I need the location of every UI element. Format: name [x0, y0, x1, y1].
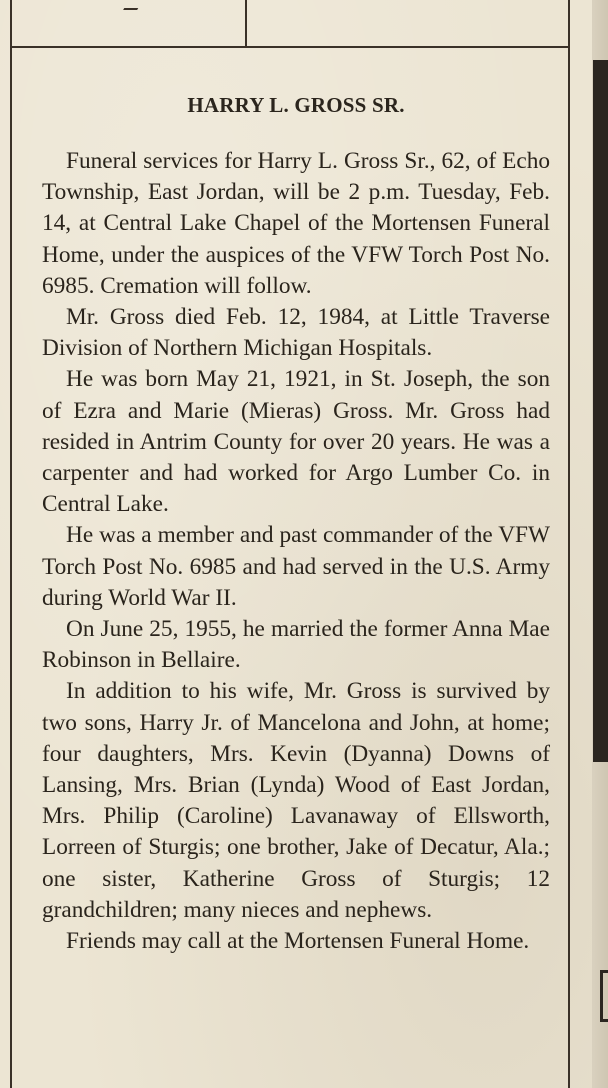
obituary-headline: HARRY L. GROSS SR. — [187, 93, 405, 117]
paragraph-survivors: In addition to his wife, Mr. Gross is survived by two sons, Harry Jr. of Mancelona and John, at home; four daughters, Mrs. Kevin (Dyanna) Downs of Lansing, Mrs. Brian (Lynda) Wood of East Jordan, Mrs. Philip (Caroline) Lavanaway of Ellsworth, Lorreen of Sturgis; one brother, Jake of Decatur, Ala.; one sister, Katherine Gross of Sturgis; 12 grandchildren; many nieces and nephews. — [42, 678, 550, 923]
paragraph-death: Mr. Gross died Feb. 12, 1984, at Little Traverse Division of Northern Michigan Hospitals. — [42, 304, 550, 362]
paragraph-birth-career: He was born May 21, 1921, in St. Joseph, the son of Ezra and Marie (Mieras) Gross. Mr. Gross had resided in Antrim County for over 20 years. He was a carpenter and had worked for Argo Lumber Co. in Central Lake. — [42, 366, 550, 518]
column-rule-left — [10, 0, 12, 1088]
paragraph-military-service: He was a member and past commander of the VFW Torch Post No. 6985 and had served in the U.S. Army during World War II. — [42, 522, 550, 611]
paragraph-visitation: Friends may call at the Mortensen Funeral Home. — [66, 928, 530, 955]
adjacent-page-bracket — [600, 970, 608, 1022]
obituary-article — [42, 90, 550, 957]
top-rule — [10, 46, 570, 48]
top-column-divider — [245, 0, 247, 47]
paragraph-funeral-services: Funeral services for Harry L. Gross Sr., 62, of Echo Township, East Jordan, will be 2 p.m. Tuesday, Feb. 14, at Central Lake Chapel of the Mortensen Funeral Home, under the auspices of the VFW Torch Post No. 6985. Cremation will follow. — [42, 148, 550, 299]
paragraph-marriage: On June 25, 1955, he married the former Anna Mae Robinson in Bellaire. — [42, 616, 550, 674]
column-rule-right — [568, 0, 570, 1088]
top-fragment-mark — [123, 0, 143, 10]
adjacent-page-dark-band — [593, 60, 608, 762]
